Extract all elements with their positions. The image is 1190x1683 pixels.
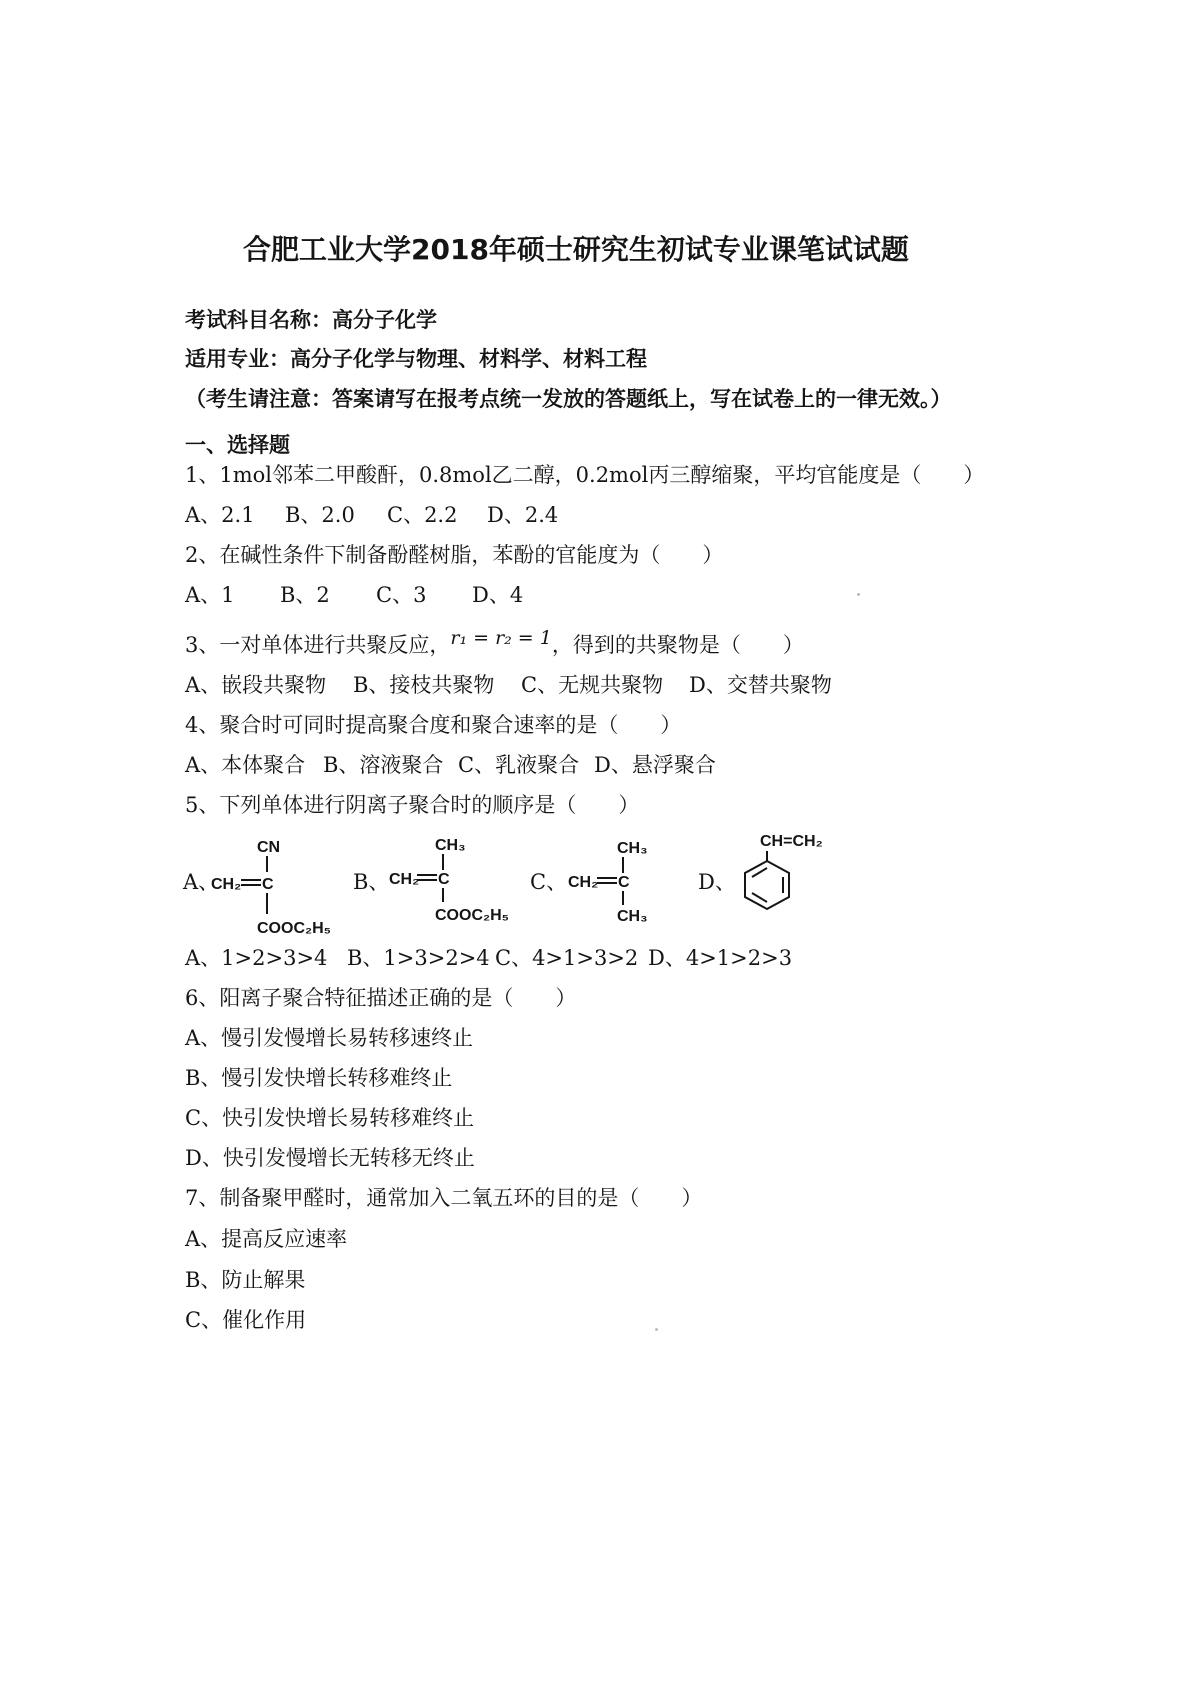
scan-speck [655, 1328, 658, 1331]
question-1-option-b: B、2.0 [285, 503, 355, 527]
subject-line: 考试科目名称：高分子化学 [185, 307, 437, 332]
question-6-stem: 6、阳离子聚合特征描述正确的是（ ） [185, 986, 577, 1010]
structure-a-bottom-group: COOC₂H₅ [257, 920, 331, 937]
question-3-stem-end: ，得到的共聚物是（ ） [551, 633, 804, 657]
question-1-option-d: D、2.4 [487, 503, 559, 527]
question-4-stem: 4、聚合时可同时提高聚合度和聚合速率的是（ ） [185, 713, 682, 737]
structure-b-top-group: CH₃ [435, 837, 466, 854]
question-7-option-b: B、防止解果 [185, 1268, 306, 1292]
structure-a-top-group: CN [257, 839, 281, 856]
question-4-option-d: D、悬浮聚合 [594, 753, 716, 777]
question-3-stem-start: 3、一对单体进行共聚反应， [185, 633, 451, 657]
question-4-option-a: A、本体聚合 [185, 753, 306, 777]
structure-d-styrene [735, 825, 845, 920]
question-6-option-c: C、快引发快增长易转移难终止 [185, 1106, 475, 1130]
question-5-stem: 5、下列单体进行阴离子聚合时的顺序是（ ） [185, 793, 640, 817]
notice-line: （考生请注意：答案请写在报考点统一发放的答题纸上，写在试卷上的一律无效。） [185, 386, 952, 411]
question-5-option-b: B、1>3>2>4 [347, 946, 490, 970]
question-5-option-c: C、4>1>3>2 [495, 946, 639, 970]
structure-label-a: A、 [183, 870, 220, 894]
structure-b-bottom-group: COOC₂H₅ [435, 907, 509, 924]
structure-c-left-group: CH₂ [568, 874, 599, 891]
page-title: 合肥工业大学2018年硕士研究生初试专业课笔试试题 [243, 233, 909, 266]
structure-label-c: C、 [530, 870, 568, 894]
question-2-option-a: A、1 [185, 583, 235, 607]
question-7-stem: 7、制备聚甲醛时，通常加入二氧五环的目的是（ ） [185, 1186, 703, 1210]
section-heading: 一、选择题 [185, 432, 290, 457]
structure-b-methacrylate [383, 832, 533, 932]
question-7-option-a: A、提高反应速率 [185, 1227, 348, 1251]
question-5-option-d: D、4>1>2>3 [648, 946, 793, 970]
structure-c-top-group: CH₃ [617, 840, 648, 857]
question-6-option-b: B、慢引发快增长转移难终止 [185, 1066, 453, 1090]
question-2-option-d: D、4 [472, 583, 524, 607]
structure-d-vinyl-group: CH=CH₂ [760, 833, 823, 850]
structure-a-center-atom: C [262, 876, 274, 893]
structure-b-left-group: CH₂ [389, 871, 420, 888]
question-4-option-c: C、乳液聚合 [458, 753, 580, 777]
scan-speck [857, 593, 860, 596]
question-2-option-b: B、2 [280, 583, 330, 607]
question-1-option-a: A、2.1 [185, 503, 255, 527]
question-2-option-c: C、3 [376, 583, 427, 607]
structure-a-left-group: CH₂ [211, 876, 242, 893]
question-6-option-a: A、慢引发慢增长易转移速终止 [185, 1026, 474, 1050]
question-3-stem [185, 627, 804, 657]
structure-label-d: D、 [698, 870, 736, 894]
question-3-option-b: B、接枝共聚物 [353, 673, 495, 697]
question-5-option-a: A、1>2>3>4 [185, 946, 328, 970]
question-2-stem: 2、在碱性条件下制备酚醛树脂，苯酚的官能度为（ ） [185, 543, 724, 567]
question-3-option-d: D、交替共聚物 [689, 673, 832, 697]
structure-a-ethyl-cyanoacrylate [205, 832, 345, 944]
majors-line: 适用专业：高分子化学与物理、材料学、材料工程 [185, 346, 647, 371]
structure-c-isobutylene [565, 835, 675, 930]
structure-b-center-atom: C [438, 871, 450, 888]
question-6-option-d: D、快引发慢增长无转移无终止 [185, 1146, 475, 1170]
question-1-option-c: C、2.2 [387, 503, 458, 527]
reactivity-ratio-formula: r₁ = r₂ = 1 [450, 627, 552, 649]
question-3-option-a: A、嵌段共聚物 [185, 673, 327, 697]
question-3-option-c: C、无规共聚物 [521, 673, 664, 697]
structure-c-center-atom: C [618, 874, 630, 891]
structure-label-b: B、 [353, 870, 390, 894]
question-4-option-b: B、溶液聚合 [323, 753, 444, 777]
question-1-stem: 1、1mol邻苯二甲酸酐，0.8mol乙二醇，0.2mol丙三醇缩聚，平均官能度是（ ） [185, 463, 985, 487]
structure-c-bottom-group: CH₃ [617, 908, 648, 925]
question-7-option-c: C、催化作用 [185, 1308, 307, 1332]
